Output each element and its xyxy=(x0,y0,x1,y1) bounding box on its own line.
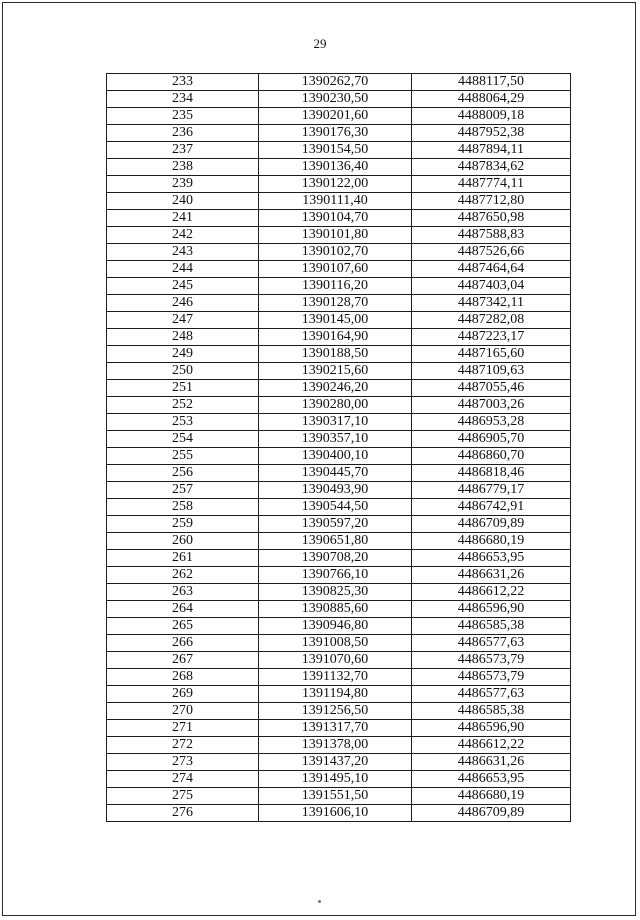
y-coordinate-cell: 4488064,29 xyxy=(412,91,571,108)
x-coordinate-cell: 1390246,20 xyxy=(259,380,412,397)
table-row xyxy=(107,380,571,397)
table-row xyxy=(107,567,571,584)
point-number-cell: 243 xyxy=(107,244,259,261)
table-row xyxy=(107,652,571,669)
table-row xyxy=(107,482,571,499)
table-row xyxy=(107,788,571,805)
y-coordinate-cell: 4487282,08 xyxy=(412,312,571,329)
y-coordinate-cell: 4486631,26 xyxy=(412,754,571,771)
point-number-cell: 240 xyxy=(107,193,259,210)
y-coordinate-cell: 4487712,80 xyxy=(412,193,571,210)
x-coordinate-cell: 1390885,60 xyxy=(259,601,412,618)
x-coordinate-cell: 1390766,10 xyxy=(259,567,412,584)
point-number-cell: 236 xyxy=(107,125,259,142)
table-row xyxy=(107,261,571,278)
x-coordinate-cell: 1391378,00 xyxy=(259,737,412,754)
x-coordinate-cell: 1391132,70 xyxy=(259,669,412,686)
table-row xyxy=(107,91,571,108)
point-number-cell: 244 xyxy=(107,261,259,278)
y-coordinate-cell: 4486573,79 xyxy=(412,652,571,669)
y-coordinate-cell: 4487526,66 xyxy=(412,244,571,261)
point-number-cell: 267 xyxy=(107,652,259,669)
x-coordinate-cell: 1391070,60 xyxy=(259,652,412,669)
table-row xyxy=(107,244,571,261)
table-row xyxy=(107,176,571,193)
table-row xyxy=(107,397,571,414)
table-row xyxy=(107,74,571,91)
y-coordinate-cell: 4487588,83 xyxy=(412,227,571,244)
x-coordinate-cell: 1390445,70 xyxy=(259,465,412,482)
y-coordinate-cell: 4487003,26 xyxy=(412,397,571,414)
x-coordinate-cell: 1390102,70 xyxy=(259,244,412,261)
table-row xyxy=(107,703,571,720)
coordinates-table xyxy=(106,73,571,822)
table-row xyxy=(107,193,571,210)
y-coordinate-cell: 4487165,60 xyxy=(412,346,571,363)
x-coordinate-cell: 1390493,90 xyxy=(259,482,412,499)
y-coordinate-cell: 4488117,50 xyxy=(412,74,571,91)
table-row xyxy=(107,346,571,363)
y-coordinate-cell: 4486905,70 xyxy=(412,431,571,448)
point-number-cell: 234 xyxy=(107,91,259,108)
y-coordinate-cell: 4487403,04 xyxy=(412,278,571,295)
x-coordinate-cell: 1390136,40 xyxy=(259,159,412,176)
table-row xyxy=(107,550,571,567)
point-number-cell: 276 xyxy=(107,805,259,822)
table-row xyxy=(107,448,571,465)
table-row xyxy=(107,754,571,771)
point-number-cell: 266 xyxy=(107,635,259,652)
x-coordinate-cell: 1390400,10 xyxy=(259,448,412,465)
point-number-cell: 262 xyxy=(107,567,259,584)
x-coordinate-cell: 1391495,10 xyxy=(259,771,412,788)
point-number-cell: 269 xyxy=(107,686,259,703)
point-number-cell: 258 xyxy=(107,499,259,516)
table-row xyxy=(107,737,571,754)
x-coordinate-cell: 1390597,20 xyxy=(259,516,412,533)
y-coordinate-cell: 4486631,26 xyxy=(412,567,571,584)
x-coordinate-cell: 1391256,50 xyxy=(259,703,412,720)
y-coordinate-cell: 4486742,91 xyxy=(412,499,571,516)
y-coordinate-cell: 4487342,11 xyxy=(412,295,571,312)
point-number-cell: 274 xyxy=(107,771,259,788)
table-row xyxy=(107,499,571,516)
y-coordinate-cell: 4486680,19 xyxy=(412,788,571,805)
point-number-cell: 259 xyxy=(107,516,259,533)
y-coordinate-cell: 4487834,62 xyxy=(412,159,571,176)
y-coordinate-cell: 4487223,17 xyxy=(412,329,571,346)
y-coordinate-cell: 4487894,11 xyxy=(412,142,571,159)
point-number-cell: 233 xyxy=(107,74,259,91)
x-coordinate-cell: 1390825,30 xyxy=(259,584,412,601)
point-number-cell: 249 xyxy=(107,346,259,363)
table-row xyxy=(107,363,571,380)
x-coordinate-cell: 1390122,00 xyxy=(259,176,412,193)
x-coordinate-cell: 1390651,80 xyxy=(259,533,412,550)
y-coordinate-cell: 4486596,90 xyxy=(412,601,571,618)
y-coordinate-cell: 4487055,46 xyxy=(412,380,571,397)
point-number-cell: 253 xyxy=(107,414,259,431)
point-number-cell: 235 xyxy=(107,108,259,125)
table-row xyxy=(107,159,571,176)
y-coordinate-cell: 4486953,28 xyxy=(412,414,571,431)
table-row xyxy=(107,618,571,635)
x-coordinate-cell: 1390230,50 xyxy=(259,91,412,108)
y-coordinate-cell: 4486818,46 xyxy=(412,465,571,482)
point-number-cell: 251 xyxy=(107,380,259,397)
table-row xyxy=(107,414,571,431)
y-coordinate-cell: 4486653,95 xyxy=(412,771,571,788)
x-coordinate-cell: 1391606,10 xyxy=(259,805,412,822)
table-row xyxy=(107,142,571,159)
point-number-cell: 247 xyxy=(107,312,259,329)
point-number-cell: 239 xyxy=(107,176,259,193)
y-coordinate-cell: 4486653,95 xyxy=(412,550,571,567)
point-number-cell: 271 xyxy=(107,720,259,737)
point-number-cell: 257 xyxy=(107,482,259,499)
y-coordinate-cell: 4486585,38 xyxy=(412,703,571,720)
x-coordinate-cell: 1391437,20 xyxy=(259,754,412,771)
table-row xyxy=(107,431,571,448)
x-coordinate-cell: 1390201,60 xyxy=(259,108,412,125)
point-number-cell: 268 xyxy=(107,669,259,686)
table-row xyxy=(107,686,571,703)
x-coordinate-cell: 1390154,50 xyxy=(259,142,412,159)
point-number-cell: 264 xyxy=(107,601,259,618)
table-row xyxy=(107,210,571,227)
table-row xyxy=(107,125,571,142)
y-coordinate-cell: 4486779,17 xyxy=(412,482,571,499)
point-number-cell: 255 xyxy=(107,448,259,465)
table-row xyxy=(107,720,571,737)
point-number-cell: 252 xyxy=(107,397,259,414)
x-coordinate-cell: 1391008,50 xyxy=(259,635,412,652)
point-number-cell: 246 xyxy=(107,295,259,312)
point-number-cell: 260 xyxy=(107,533,259,550)
point-number-cell: 256 xyxy=(107,465,259,482)
y-coordinate-cell: 4487464,64 xyxy=(412,261,571,278)
point-number-cell: 270 xyxy=(107,703,259,720)
y-coordinate-cell: 4486612,22 xyxy=(412,584,571,601)
x-coordinate-cell: 1391194,80 xyxy=(259,686,412,703)
y-coordinate-cell: 4487774,11 xyxy=(412,176,571,193)
y-coordinate-cell: 4486577,63 xyxy=(412,635,571,652)
table-row xyxy=(107,465,571,482)
y-coordinate-cell: 4486860,70 xyxy=(412,448,571,465)
table-row xyxy=(107,516,571,533)
x-coordinate-cell: 1390357,10 xyxy=(259,431,412,448)
table-row xyxy=(107,805,571,822)
table-row xyxy=(107,108,571,125)
y-coordinate-cell: 4486573,79 xyxy=(412,669,571,686)
y-coordinate-cell: 4486680,19 xyxy=(412,533,571,550)
point-number-cell: 261 xyxy=(107,550,259,567)
table-row xyxy=(107,312,571,329)
y-coordinate-cell: 4488009,18 xyxy=(412,108,571,125)
x-coordinate-cell: 1391551,50 xyxy=(259,788,412,805)
y-coordinate-cell: 4486709,89 xyxy=(412,516,571,533)
point-number-cell: 245 xyxy=(107,278,259,295)
point-number-cell: 238 xyxy=(107,159,259,176)
point-number-cell: 254 xyxy=(107,431,259,448)
x-coordinate-cell: 1390188,50 xyxy=(259,346,412,363)
x-coordinate-cell: 1390107,60 xyxy=(259,261,412,278)
table-row xyxy=(107,635,571,652)
x-coordinate-cell: 1390104,70 xyxy=(259,210,412,227)
x-coordinate-cell: 1390111,40 xyxy=(259,193,412,210)
y-coordinate-cell: 4486585,38 xyxy=(412,618,571,635)
point-number-cell: 241 xyxy=(107,210,259,227)
table-row xyxy=(107,584,571,601)
x-coordinate-cell: 1390145,00 xyxy=(259,312,412,329)
page-number: 29 xyxy=(313,36,327,51)
table-row xyxy=(107,601,571,618)
y-coordinate-cell: 4487650,98 xyxy=(412,210,571,227)
y-coordinate-cell: 4487109,63 xyxy=(412,363,571,380)
point-number-cell: 242 xyxy=(107,227,259,244)
x-coordinate-cell: 1390116,20 xyxy=(259,278,412,295)
y-coordinate-cell: 4486596,90 xyxy=(412,720,571,737)
x-coordinate-cell: 1390544,50 xyxy=(259,499,412,516)
point-number-cell: 263 xyxy=(107,584,259,601)
table-row xyxy=(107,278,571,295)
x-coordinate-cell: 1390946,80 xyxy=(259,618,412,635)
x-coordinate-cell: 1390128,70 xyxy=(259,295,412,312)
point-number-cell: 265 xyxy=(107,618,259,635)
point-number-cell: 250 xyxy=(107,363,259,380)
x-coordinate-cell: 1390317,10 xyxy=(259,414,412,431)
table-row xyxy=(107,771,571,788)
table-row xyxy=(107,329,571,346)
x-coordinate-cell: 1390176,30 xyxy=(259,125,412,142)
x-coordinate-cell: 1390280,00 xyxy=(259,397,412,414)
y-coordinate-cell: 4486709,89 xyxy=(412,805,571,822)
point-number-cell: 272 xyxy=(107,737,259,754)
table-row xyxy=(107,533,571,550)
table-row xyxy=(107,669,571,686)
point-number-cell: 248 xyxy=(107,329,259,346)
x-coordinate-cell: 1390708,20 xyxy=(259,550,412,567)
point-number-cell: 275 xyxy=(107,788,259,805)
coordinates-table-body xyxy=(107,74,571,822)
y-coordinate-cell: 4486612,22 xyxy=(412,737,571,754)
table-row xyxy=(107,295,571,312)
table-row xyxy=(107,227,571,244)
x-coordinate-cell: 1390215,60 xyxy=(259,363,412,380)
point-number-cell: 237 xyxy=(107,142,259,159)
x-coordinate-cell: 1390262,70 xyxy=(259,74,412,91)
scan-speck xyxy=(318,900,321,903)
x-coordinate-cell: 1391317,70 xyxy=(259,720,412,737)
x-coordinate-cell: 1390101,80 xyxy=(259,227,412,244)
point-number-cell: 273 xyxy=(107,754,259,771)
y-coordinate-cell: 4487952,38 xyxy=(412,125,571,142)
y-coordinate-cell: 4486577,63 xyxy=(412,686,571,703)
x-coordinate-cell: 1390164,90 xyxy=(259,329,412,346)
